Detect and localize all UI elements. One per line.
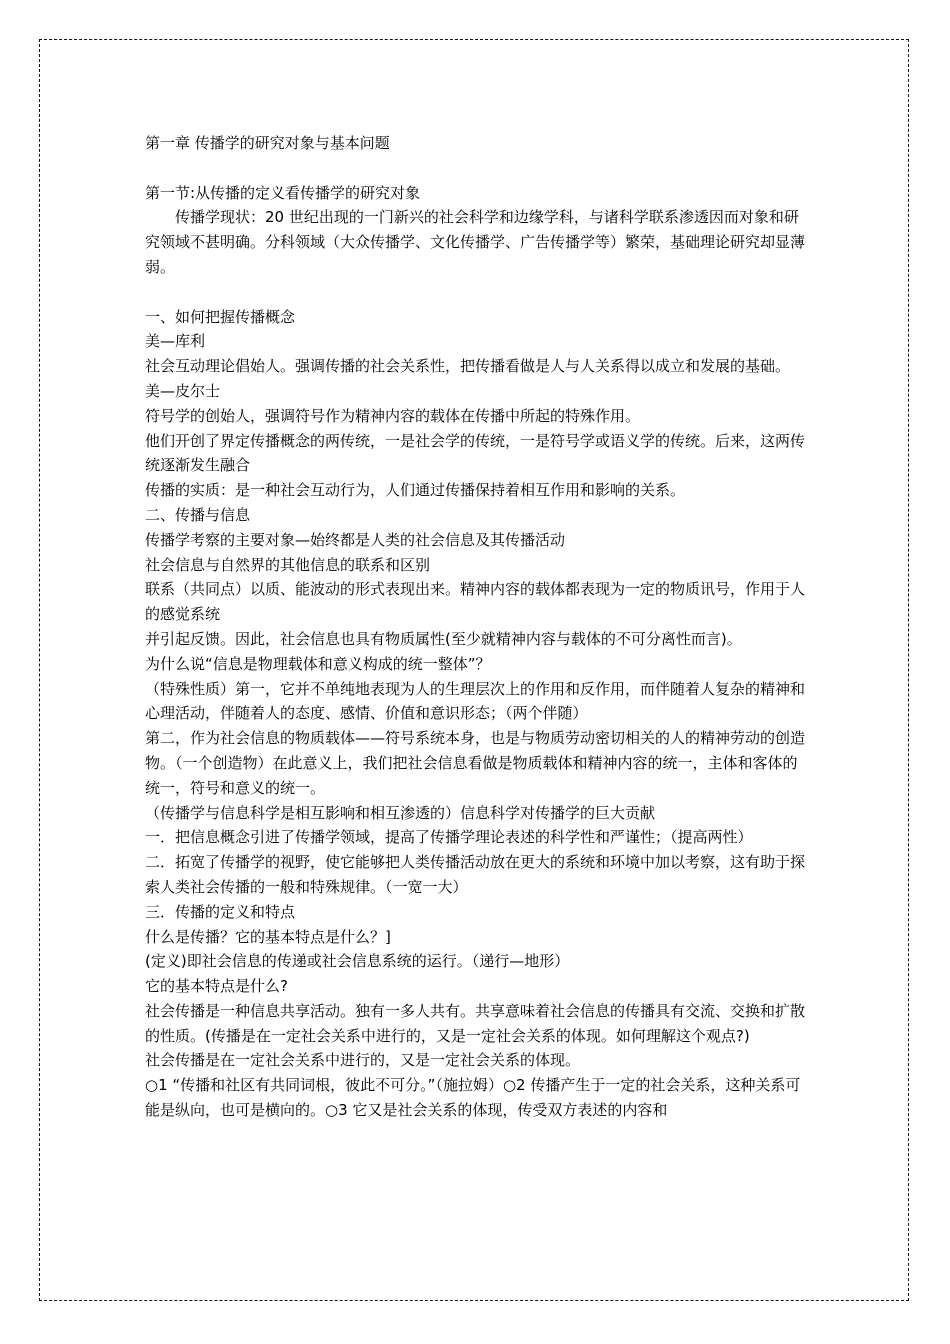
text-basic-features: 它的基本特点是什么? (145, 977, 288, 996)
heading-communication-information: 二、传播与信息 (145, 505, 251, 524)
text-social-info-relation: 社会信息与自然界的其他信息的联系和区别 (145, 555, 431, 574)
text-contribution: （传播学与信息科学是相互影响和相互渗透的）信息科学对传播学的巨大贡献 (145, 803, 656, 822)
text-points: ○1 “传播和社区有共同词根，彼此不可分。”（施拉姆）○2 传播产生于一定的社会关系，这种关系可能是纵向，也可是横向的。○3 它又是社会关系的体现，传受双方表述的内容和 (145, 1076, 801, 1120)
text-main-object: 传播学考察的主要对象—始终都是人类的社会信息及其传播活动 (145, 530, 566, 549)
text-connection: 联系（共同点）以质、能波动的形式表现出来。精神内容的载体都表现为一定的物质讯号，作用于人的感觉系统 (145, 580, 806, 624)
document-body (145, 131, 805, 1123)
chapter-title: 第一章 传播学的研究对象与基本问题 (145, 134, 390, 152)
text-why-question: 为什么说“信息是物理载体和意义构成的统一整体”？ (145, 654, 491, 673)
text-contribution-two: 二．拓宽了传播学的视野，使它能够把人类传播活动放在更大的系统和环境中加以考察，这有助于探索人类社会传播的一般和特殊规律。（一宽一大） (145, 853, 806, 896)
name-peirce: 美—皮尔士 (145, 381, 221, 400)
text-essence: 传播的实质：是一种社会互动行为，人们通过传播保持着相互作用和影响的关系。 (145, 481, 686, 500)
intro-paragraph: 传播学现状：20 世纪出现的一门新兴的社会科学和边缘学科，与诸科学联系渗透因而对象和研究领域不甚明确。分科领域（大众传播学、文化传播学、广告传播学等）繁荣，基础理论研究却显薄弱。 (145, 208, 806, 276)
heading-how-to-grasp: 一、如何把握传播概念 (145, 307, 296, 326)
paragraph-gap (145, 280, 805, 305)
text-what-is: 什么是传播？它的基本特点是什么？] (145, 927, 391, 946)
section-title: 第一节:从传播的定义看传播学的研究对象 (145, 183, 421, 202)
text-special-second: 第二，作为社会信息的物质载体——符号系统本身，也是与物质劳动密切相关的人的精神劳动的创造物。（一个创造物）在此意义上，我们把社会信息看做是物质载体和精神内容的统一，主体和客体的统一，符号和意义的统一。 (145, 729, 806, 797)
text-contribution-one: 一．把信息概念引进了传播学领域，提高了传播学理论表述的科学性和严谨性；（提高两性） (145, 828, 753, 847)
text-cooley: 社会互动理论倡始人。强调传播的社会关系性，把传播看做是人与人关系得以成立和发展的基础。 (145, 357, 791, 376)
text-peirce: 符号学的创始人，强调符号作为精神内容的载体在传播中所起的特殊作用。 (145, 406, 641, 425)
name-cooley: 美—库利 (145, 332, 206, 351)
text-special-first: （特殊性质）第一，它并不单纯地表现为人的生理层次上的作用和反作用，而伴随着人复杂的精神和心理活动，伴随着人的态度、感情、价值和意识形态；（两个伴随） (145, 679, 806, 723)
text-social-relation: 社会传播是在一定社会关系中进行的，又是一定社会关系的体现。 (145, 1051, 581, 1070)
text-sharing: 社会传播是一种信息共享活动。独有一多人共有。共享意味着社会信息的传播具有交流、交换和扩散的性质。(传播是在一定社会关系中进行的，又是一定社会关系的体现。如何理解这个观点?) (145, 1001, 806, 1045)
text-definition: (定义)即社会信息的传递或社会信息系统的运行。（递行—地形） (145, 952, 570, 971)
text-two-traditions: 他们开创了界定传播概念的两传统，一是社会学的传统，一是符号学或语义学的传统。后来，这两传统逐渐发生融合 (145, 431, 806, 475)
text-feedback: 并引起反馈。因此，社会信息也具有物质属性(至少就精神内容与载体的不可分离性而言)。 (145, 629, 742, 648)
heading-definition: 三．传播的定义和特点 (145, 902, 296, 921)
